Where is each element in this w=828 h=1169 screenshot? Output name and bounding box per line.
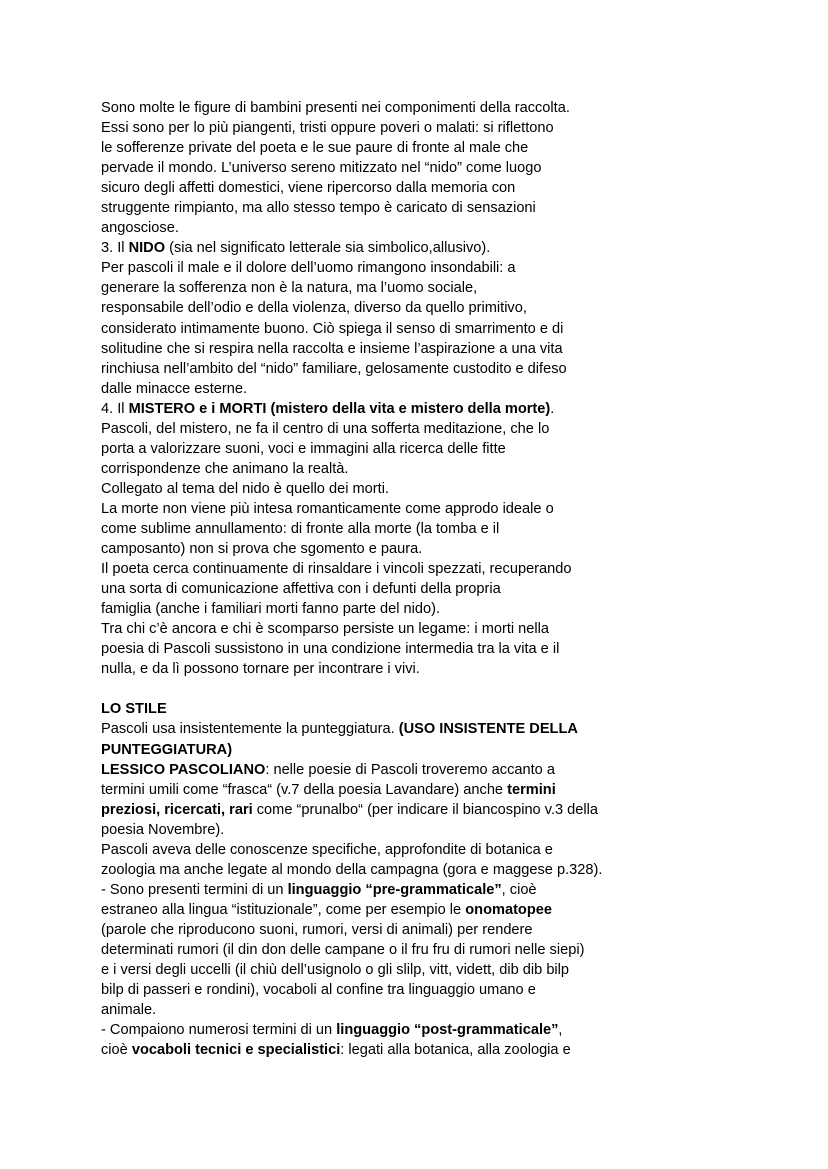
stile-line-1: [101, 719, 741, 739]
text-line: (parole che riproducono suoni, rumori, versi di animali) per rendere: [101, 921, 533, 938]
text-line: Collegato al tema del nido è quello dei morti.: [101, 480, 389, 497]
text-line: e i versi degli uccelli (il chiù dell’usignolo o gli slilp, vitt, vidett, dib dib bilp: [101, 962, 570, 979]
text-line: struggente rimpianto, ma allo stesso tempo è caricato di sensazioni: [101, 200, 536, 217]
lessico-line-4: [101, 820, 741, 840]
text-line: animale.: [101, 1002, 157, 1019]
text-line: Sono molte le figure di bambini presenti nei componimenti della raccolta.: [101, 100, 570, 116]
lessico-line-1-text: : nelle poesie di Pascoli troveremo accanto a: [265, 761, 555, 778]
pre-line-1-text: - Sono presenti termini di un: [101, 881, 288, 898]
text-line: come sublime annullamento: di fronte alla morte (la tomba e il: [101, 520, 500, 537]
heading-nido: [101, 238, 741, 258]
heading-mistero: [101, 399, 741, 419]
lessico-term: LESSICO PASCOLIANO: [101, 761, 266, 778]
heading-nido-prefix: 3. Il: [101, 240, 129, 257]
text-line: zoologia ma anche legate al mondo della campagna (gora e maggese p.328).: [101, 861, 603, 878]
pre-line-1: [101, 880, 741, 900]
section-heading-stile-text: LO STILE: [101, 701, 167, 718]
post-line-1-end: ,: [558, 1022, 563, 1039]
text-line: camposanto) non si prova che sgomento e paura.: [101, 541, 423, 558]
text-line: generare la sofferenza non è la natura, ma l’uomo sociale,: [101, 280, 478, 297]
stile-line-2-bold: PUNTEGGIATURA): [101, 741, 233, 758]
text-line: le sofferenze private del poeta e le sue paure di fronte al male che: [101, 140, 529, 157]
text-line: pervade il mondo. L’universo sereno mitizzato nel “nido” come luogo: [101, 160, 542, 177]
heading-nido-suffix: (sia nel significato letterale sia simbolico,allusivo).: [165, 240, 491, 257]
post-line-1-text: - Compaiono numerosi termini di un: [101, 1022, 337, 1039]
text-line: nulla, e da lì possono tornare per incontrare i vivi.: [101, 661, 420, 678]
pre-line-2-text: estraneo alla lingua “istituzionale”, come per esempio le: [101, 901, 466, 918]
lessico-line-2: [101, 780, 741, 800]
post-line-2: [101, 1040, 741, 1060]
post-line-2-text: cioè: [101, 1042, 132, 1059]
lessico-line-2-bold: termini: [507, 781, 556, 798]
lessico-line-2-text: termini umili come “frasca“ (v.7 della poesia Lavandare) anche: [101, 781, 508, 798]
text-line: considerato intimamente buono. Ciò spiega il senso di smarrimento e di: [101, 320, 564, 337]
stile-line-1-text: Pascoli usa insistentemente la punteggiatura.: [101, 721, 399, 738]
text-line: Pascoli, del mistero, ne fa il centro di una sofferta meditazione, che lo: [101, 420, 550, 437]
text-line: Essi sono per lo più piangenti, tristi oppure poveri o malati: si riflettono: [101, 120, 554, 137]
lessico-line-3-bold: preziosi, ricercati, rari: [101, 801, 253, 818]
text-line: determinati rumori (il din don delle campane o il fru fru di rumori nelle siepi): [101, 941, 585, 958]
heading-mistero-bold: MISTERO e i MORTI (mistero della vita e mistero della morte): [128, 400, 551, 417]
text-line: famiglia (anche i familiari morti fanno parte del nido).: [101, 601, 441, 618]
text-line: Il poeta cerca continuamente di rinsaldare i vincoli spezzati, recuperando: [101, 561, 572, 578]
paragraph-mistero: [101, 419, 741, 680]
text-line: una sorta di comunicazione affettiva con i defunti della propria: [101, 581, 501, 598]
post-line-2-end: : legati alla botanica, alla zoologia e: [340, 1042, 571, 1059]
text-line: Tra chi c’è ancora e chi è scomparso persiste un legame: i morti nella: [101, 621, 550, 638]
text-line: bilp di passeri e rondini), vocaboli al confine tra linguaggio umano e: [101, 982, 536, 999]
lessico-line-3-text: come “prunalbo“ (per indicare il biancospino v.3 della: [252, 801, 599, 818]
paragraph-pre-rest: [101, 920, 741, 1020]
lessico-line-1: [101, 760, 741, 780]
paragraph-intro: [101, 98, 741, 238]
paragraph-conoscenze: [101, 840, 741, 880]
text-line: poesia di Pascoli sussistono in una condizione intermedia tra la vita e il: [101, 641, 560, 658]
pre-line-2-bold: onomatopee: [465, 901, 552, 918]
heading-mistero-prefix: 4. Il: [101, 400, 129, 417]
text-line: Pascoli aveva delle conoscenze specifiche, approfondite di botanica e: [101, 841, 553, 858]
lessico-line-3: [101, 800, 741, 820]
pre-line-1-end: , cioè: [501, 881, 537, 898]
heading-nido-bold: NIDO: [128, 240, 166, 257]
post-line-2-bold: vocaboli tecnici e specialistici: [131, 1042, 341, 1059]
post-line-1: [101, 1020, 741, 1040]
text-line: sicuro degli affetti domestici, viene ripercorso dalla memoria con: [101, 180, 516, 197]
pre-line-2: [101, 900, 741, 920]
section-heading-stile: [101, 699, 741, 719]
lessico-line-4-text: poesia Novembre).: [101, 821, 225, 838]
text-line: La morte non viene più intesa romanticamente come approdo ideale o: [101, 500, 554, 517]
pre-line-1-bold: linguaggio “pre-grammaticale”: [287, 881, 502, 898]
paragraph-nido: [101, 258, 741, 398]
document-body: [101, 98, 741, 1060]
text-line: solitudine che si respira nella raccolta e insieme l’aspirazione a una vita: [101, 340, 563, 357]
text-line: dalle minacce esterne.: [101, 380, 248, 397]
text-line: corrispondenze che animano la realtà.: [101, 460, 349, 477]
blank-line: [101, 679, 741, 699]
text-line: porta a valorizzare suoni, voci e immagini alla ricerca delle fitte: [101, 440, 506, 457]
post-line-1-bold: linguaggio “post-grammaticale”: [336, 1022, 559, 1039]
text-line: Per pascoli il male e il dolore dell’uomo rimangono insondabili: a: [101, 260, 516, 277]
heading-mistero-suffix: .: [550, 400, 555, 417]
stile-line-1-bold: (USO INSISTENTE DELLA: [398, 721, 578, 738]
stile-line-2: [101, 740, 741, 760]
text-line: responsabile dell’odio e della violenza, diverso da quello primitivo,: [101, 300, 527, 317]
text-line: rinchiusa nell’ambito del “nido” familiare, gelosamente custodito e difeso: [101, 360, 567, 377]
text-line: angosciose.: [101, 220, 179, 237]
